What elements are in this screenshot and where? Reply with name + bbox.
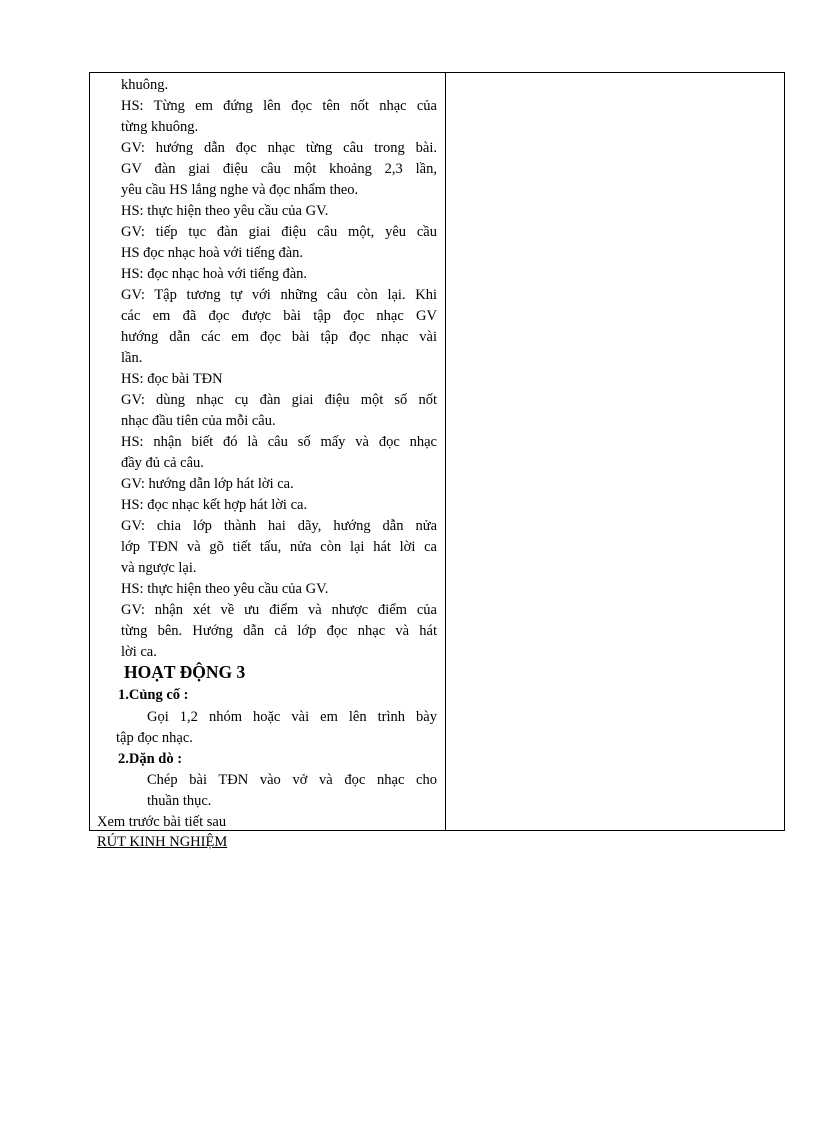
body-line: HS: nhận biết đó là câu số mấy và đọc nhạc: [121, 434, 437, 450]
section1-title: 1.Củng cố :: [118, 687, 189, 703]
body-line: hướng dẫn các em đọc bài tập đọc nhạc vài: [121, 329, 437, 345]
lesson-table: [89, 72, 785, 831]
body-line: khuông.: [121, 77, 169, 93]
body-line: GV: hướng dẫn đọc nhạc từng câu trong bài.: [121, 140, 437, 156]
body-line: đầy đủ cả câu.: [121, 455, 204, 471]
body-line: và ngược lại.: [121, 560, 197, 576]
body-line: các em đã đọc được bài tập đọc nhạc GV: [121, 308, 437, 324]
body-line: GV: chia lớp thành hai dãy, hướng dẫn nửa: [121, 518, 437, 534]
body-line: từng khuông.: [121, 119, 199, 135]
body-line: GV: tiếp tục đàn giai điệu câu một, yêu cầu: [121, 224, 437, 240]
column-divider: [445, 73, 446, 830]
last-line: Xem trước bài tiết sau: [97, 814, 227, 830]
body-line: HS: đọc bài TĐN: [121, 371, 223, 387]
body-line: yêu cầu HS lắng nghe và đọc nhẩm theo.: [121, 182, 359, 198]
body-line: lần.: [121, 350, 143, 366]
body-line: HS: thực hiện theo yêu cầu của GV.: [121, 581, 329, 597]
body-line: lời ca.: [121, 644, 157, 660]
rut-kinh-nghiem-label: RÚT KINH NGHIỆM: [97, 834, 228, 850]
body-line: GV: Tập tương tự với những câu còn lại. Khi: [121, 287, 437, 303]
body-line: GV đàn giai điệu câu một khoảng 2,3 lần,: [121, 161, 437, 177]
section1-line1: Gọi 1,2 nhóm hoặc vài em lên trình bày: [147, 709, 437, 725]
left-cell: [90, 73, 445, 830]
body-line: từng bên. Hướng dẫn cả lớp đọc nhạc và hát: [121, 623, 437, 639]
body-line: nhạc đầu tiên của mỗi câu.: [121, 413, 276, 429]
section2-line1: Chép bài TĐN vào vở và đọc nhạc cho: [147, 772, 437, 788]
section2-title: 2.Dặn dò :: [118, 751, 183, 767]
body-line: HS: Từng em đứng lên đọc tên nốt nhạc của: [121, 98, 437, 114]
body-line: GV: nhận xét về ưu điểm và nhược điểm của: [121, 602, 437, 618]
body-line: HS: thực hiện theo yêu cầu của GV.: [121, 203, 329, 219]
body-line: GV: dùng nhạc cụ đàn giai điệu một số nốt: [121, 392, 437, 408]
section1-line2: tập đọc nhạc.: [116, 730, 193, 746]
body-line: HS: đọc nhạc hoà với tiếng đàn.: [121, 266, 308, 282]
body-line: GV: hướng dẫn lớp hát lời ca.: [121, 476, 294, 492]
section2-line2: thuần thục.: [147, 793, 212, 809]
section-heading: HOẠT ĐỘNG 3: [124, 662, 246, 682]
body-line: lớp TĐN và gõ tiết tấu, nửa còn lại hát lời ca: [121, 539, 437, 555]
body-line: HS: đọc nhạc kết hợp hát lời ca.: [121, 497, 308, 513]
body-line: HS đọc nhạc hoà với tiếng đàn.: [121, 245, 304, 261]
